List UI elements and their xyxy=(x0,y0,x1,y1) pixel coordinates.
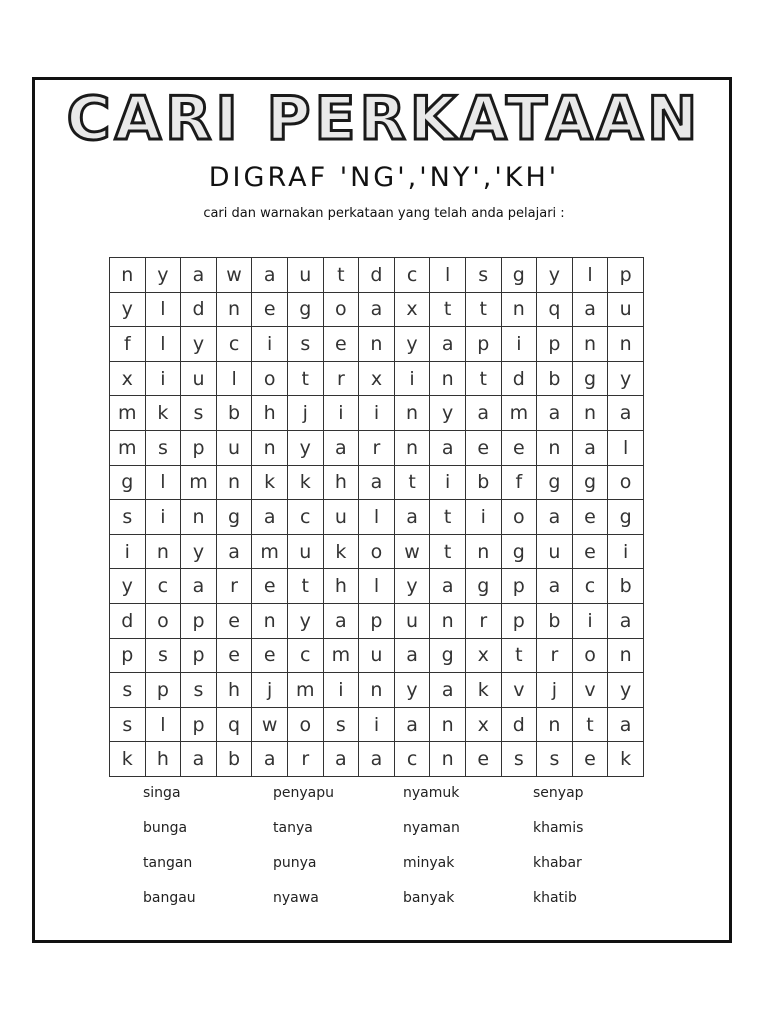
word-list-item: khabar xyxy=(533,855,582,871)
grid-cell[interactable]: y xyxy=(110,292,146,327)
grid-cell[interactable]: g xyxy=(501,258,537,293)
grid-cell[interactable]: e xyxy=(252,292,288,327)
grid-cell[interactable]: d xyxy=(359,258,395,293)
grid-cell[interactable]: s xyxy=(145,430,181,465)
grid-cell[interactable]: y xyxy=(110,569,146,604)
grid-cell[interactable]: e xyxy=(572,500,608,535)
grid-cell[interactable]: k xyxy=(110,742,146,777)
grid-cell[interactable]: s xyxy=(537,742,573,777)
word-list xyxy=(143,785,683,909)
grid-cell[interactable]: k xyxy=(287,465,323,500)
grid-cell[interactable]: d xyxy=(181,292,217,327)
grid-cell[interactable]: n xyxy=(252,430,288,465)
grid-cell[interactable]: a xyxy=(323,430,359,465)
grid-cell[interactable]: s xyxy=(110,500,146,535)
grid-cell[interactable]: i xyxy=(323,673,359,708)
grid-cell[interactable]: h xyxy=(252,396,288,431)
grid-cell[interactable]: u xyxy=(287,258,323,293)
grid-cell[interactable]: n xyxy=(110,258,146,293)
grid-cell[interactable]: i xyxy=(465,500,501,535)
grid-cell[interactable]: n xyxy=(465,534,501,569)
grid-cell[interactable]: t xyxy=(501,638,537,673)
grid-cell[interactable]: b xyxy=(608,569,644,604)
grid-cell[interactable]: e xyxy=(572,534,608,569)
grid-cell[interactable]: g xyxy=(572,361,608,396)
grid-cell[interactable]: h xyxy=(216,673,252,708)
grid-cell[interactable]: n xyxy=(394,430,430,465)
grid-cell[interactable]: a xyxy=(252,258,288,293)
grid-cell[interactable]: b xyxy=(537,603,573,638)
grid-row xyxy=(110,534,644,569)
grid-cell[interactable]: p xyxy=(359,603,395,638)
grid-cell[interactable]: a xyxy=(572,430,608,465)
grid-cell[interactable]: n xyxy=(430,603,466,638)
grid-cell[interactable]: a xyxy=(572,292,608,327)
grid-cell[interactable]: g xyxy=(608,500,644,535)
grid-row xyxy=(110,327,644,362)
grid-cell[interactable]: f xyxy=(110,327,146,362)
word-list-item: penyapu xyxy=(273,785,334,801)
grid-cell[interactable]: y xyxy=(181,534,217,569)
grid-cell[interactable]: n xyxy=(572,327,608,362)
grid-cell[interactable]: m xyxy=(287,673,323,708)
grid-cell[interactable]: t xyxy=(572,707,608,742)
word-list-item: punya xyxy=(273,855,317,871)
grid-cell[interactable]: e xyxy=(323,327,359,362)
grid-cell[interactable]: y xyxy=(394,569,430,604)
grid-cell[interactable]: l xyxy=(145,292,181,327)
grid-cell[interactable]: c xyxy=(287,500,323,535)
grid-cell[interactable]: g xyxy=(110,465,146,500)
grid-cell[interactable]: o xyxy=(501,500,537,535)
grid-cell[interactable]: u xyxy=(323,500,359,535)
grid-cell[interactable]: d xyxy=(501,707,537,742)
word-list-item: nyawa xyxy=(273,890,319,906)
grid-cell[interactable]: p xyxy=(501,569,537,604)
grid-cell[interactable]: a xyxy=(394,707,430,742)
grid-cell[interactable]: a xyxy=(323,603,359,638)
grid-cell[interactable]: o xyxy=(145,603,181,638)
grid-cell[interactable]: i xyxy=(572,603,608,638)
grid-cell[interactable]: n xyxy=(430,707,466,742)
grid-cell[interactable]: t xyxy=(465,292,501,327)
grid-cell[interactable]: p xyxy=(110,638,146,673)
grid-cell[interactable]: a xyxy=(430,569,466,604)
grid-cell[interactable]: t xyxy=(323,258,359,293)
grid-cell[interactable]: u xyxy=(394,603,430,638)
grid-cell[interactable]: n xyxy=(216,465,252,500)
grid-cell[interactable]: t xyxy=(394,465,430,500)
grid-cell[interactable]: h xyxy=(323,569,359,604)
grid-cell[interactable]: a xyxy=(359,292,395,327)
grid-cell[interactable]: d xyxy=(110,603,146,638)
grid-row xyxy=(110,500,644,535)
grid-cell[interactable]: e xyxy=(572,742,608,777)
grid-cell[interactable]: s xyxy=(145,638,181,673)
grid-cell[interactable]: n xyxy=(537,430,573,465)
grid-cell[interactable]: c xyxy=(145,569,181,604)
grid-cell[interactable]: s xyxy=(181,396,217,431)
grid-cell[interactable]: a xyxy=(181,742,217,777)
grid-cell[interactable]: s xyxy=(501,742,537,777)
grid-cell[interactable]: k xyxy=(608,742,644,777)
grid-cell[interactable]: p xyxy=(181,707,217,742)
word-search-grid xyxy=(109,257,644,777)
grid-cell[interactable]: n xyxy=(501,292,537,327)
grid-cell[interactable]: i xyxy=(145,361,181,396)
grid-cell[interactable]: g xyxy=(287,292,323,327)
grid-cell[interactable]: a xyxy=(537,396,573,431)
grid-cell[interactable]: n xyxy=(537,707,573,742)
grid-cell[interactable]: p xyxy=(501,603,537,638)
grid-cell[interactable]: n xyxy=(430,742,466,777)
grid-cell[interactable]: q xyxy=(216,707,252,742)
grid-cell[interactable]: a xyxy=(465,396,501,431)
grid-cell[interactable]: n xyxy=(216,292,252,327)
grid-cell[interactable]: y xyxy=(537,258,573,293)
grid-cell[interactable]: u xyxy=(537,534,573,569)
grid-cell[interactable]: t xyxy=(430,534,466,569)
grid-cell[interactable]: a xyxy=(252,500,288,535)
grid-cell[interactable]: j xyxy=(252,673,288,708)
grid-cell[interactable]: a xyxy=(359,465,395,500)
grid-cell[interactable]: n xyxy=(145,534,181,569)
grid-cell[interactable]: x xyxy=(465,638,501,673)
grid-cell[interactable]: n xyxy=(608,327,644,362)
grid-cell[interactable]: l xyxy=(145,327,181,362)
grid-cell[interactable]: l xyxy=(145,465,181,500)
grid-row xyxy=(110,638,644,673)
grid-cell[interactable]: h xyxy=(145,742,181,777)
grid-cell[interactable]: o xyxy=(572,638,608,673)
grid-cell[interactable]: a xyxy=(181,258,217,293)
grid-cell[interactable]: g xyxy=(430,638,466,673)
grid-cell[interactable]: t xyxy=(465,361,501,396)
grid-cell[interactable]: k xyxy=(252,465,288,500)
grid-row xyxy=(110,742,644,777)
grid-cell[interactable]: a xyxy=(608,707,644,742)
grid-cell[interactable]: u xyxy=(216,430,252,465)
grid-cell[interactable]: a xyxy=(430,673,466,708)
grid-cell[interactable]: l xyxy=(216,361,252,396)
grid-cell[interactable]: k xyxy=(145,396,181,431)
grid-cell[interactable]: u xyxy=(608,292,644,327)
grid-cell[interactable]: i xyxy=(394,361,430,396)
grid-cell[interactable]: c xyxy=(394,742,430,777)
grid-cell[interactable]: y xyxy=(287,430,323,465)
grid-cell[interactable]: t xyxy=(287,569,323,604)
grid-cell[interactable]: n xyxy=(608,638,644,673)
grid-cell[interactable]: x xyxy=(465,707,501,742)
word-list-item: minyak xyxy=(403,855,455,871)
grid-cell[interactable]: t xyxy=(430,292,466,327)
grid-cell[interactable]: e xyxy=(252,569,288,604)
grid-cell[interactable]: n xyxy=(572,396,608,431)
grid-cell[interactable]: p xyxy=(181,638,217,673)
grid-cell[interactable]: e xyxy=(465,430,501,465)
grid-row xyxy=(110,465,644,500)
grid-cell[interactable]: y xyxy=(145,258,181,293)
grid-cell[interactable]: y xyxy=(430,396,466,431)
grid-cell[interactable]: i xyxy=(110,534,146,569)
grid-cell[interactable]: n xyxy=(359,327,395,362)
grid-cell[interactable]: n xyxy=(359,673,395,708)
grid-cell[interactable]: e xyxy=(216,603,252,638)
grid-cell[interactable]: j xyxy=(537,673,573,708)
grid-cell[interactable]: r xyxy=(287,742,323,777)
grid-cell[interactable]: u xyxy=(181,361,217,396)
grid-cell[interactable]: y xyxy=(608,673,644,708)
word-list-item: bunga xyxy=(143,820,188,836)
grid-cell[interactable]: r xyxy=(216,569,252,604)
grid-cell[interactable]: m xyxy=(252,534,288,569)
grid-cell[interactable]: y xyxy=(181,327,217,362)
grid-cell[interactable]: n xyxy=(394,396,430,431)
grid-cell[interactable]: l xyxy=(359,500,395,535)
grid-cell[interactable]: c xyxy=(216,327,252,362)
grid-cell[interactable]: f xyxy=(501,465,537,500)
grid-cell[interactable]: m xyxy=(501,396,537,431)
grid-cell[interactable]: e xyxy=(252,638,288,673)
grid-cell[interactable]: y xyxy=(287,603,323,638)
grid-cell[interactable]: o xyxy=(608,465,644,500)
word-list-item: tangan xyxy=(143,855,193,871)
grid-cell[interactable]: h xyxy=(323,465,359,500)
grid-cell[interactable]: s xyxy=(287,327,323,362)
grid-row xyxy=(110,707,644,742)
grid-cell[interactable]: p xyxy=(181,430,217,465)
grid-row xyxy=(110,292,644,327)
grid-row xyxy=(110,673,644,708)
grid-cell[interactable]: o xyxy=(323,292,359,327)
grid-row xyxy=(110,603,644,638)
grid-cell[interactable]: n xyxy=(252,603,288,638)
grid-cell[interactable]: a xyxy=(323,742,359,777)
grid-row xyxy=(110,396,644,431)
grid-cell[interactable]: y xyxy=(394,673,430,708)
grid-cell[interactable]: v xyxy=(501,673,537,708)
grid-cell[interactable]: e xyxy=(465,742,501,777)
grid-cell[interactable]: a xyxy=(430,327,466,362)
grid-cell[interactable]: m xyxy=(110,430,146,465)
grid-cell[interactable]: i xyxy=(145,500,181,535)
word-list-item: khatib xyxy=(533,890,577,906)
grid-cell[interactable]: i xyxy=(501,327,537,362)
grid-cell[interactable]: s xyxy=(323,707,359,742)
grid-cell[interactable]: p xyxy=(181,603,217,638)
grid-cell[interactable]: i xyxy=(359,396,395,431)
grid-cell[interactable]: o xyxy=(359,534,395,569)
grid-cell[interactable]: j xyxy=(287,396,323,431)
word-list-item: banyak xyxy=(403,890,455,906)
grid-cell[interactable]: g xyxy=(216,500,252,535)
grid-cell[interactable]: b xyxy=(465,465,501,500)
grid-cell[interactable]: k xyxy=(323,534,359,569)
grid-cell[interactable]: o xyxy=(252,361,288,396)
grid-cell[interactable]: a xyxy=(216,534,252,569)
grid-row xyxy=(110,361,644,396)
grid-cell[interactable]: p xyxy=(465,327,501,362)
grid-cell[interactable]: a xyxy=(537,500,573,535)
grid-cell[interactable]: p xyxy=(608,258,644,293)
grid-cell[interactable]: p xyxy=(145,673,181,708)
grid-cell[interactable]: i xyxy=(359,707,395,742)
grid-cell[interactable]: q xyxy=(537,292,573,327)
grid-cell[interactable]: c xyxy=(287,638,323,673)
grid-cell[interactable]: p xyxy=(537,327,573,362)
grid-cell[interactable]: a xyxy=(608,396,644,431)
grid-row xyxy=(110,258,644,293)
grid-cell[interactable]: n xyxy=(181,500,217,535)
grid-cell[interactable]: k xyxy=(465,673,501,708)
grid-cell[interactable]: a xyxy=(537,569,573,604)
grid-cell[interactable]: s xyxy=(110,673,146,708)
grid-cell[interactable]: y xyxy=(394,327,430,362)
instruction-text: cari dan warnakan perkataan yang telah anda pelajari : xyxy=(203,206,565,221)
grid-cell[interactable]: i xyxy=(608,534,644,569)
grid-cell[interactable]: l xyxy=(145,707,181,742)
grid-cell[interactable]: c xyxy=(572,569,608,604)
grid-cell[interactable]: t xyxy=(430,500,466,535)
page-title: CARI PERKATAAN xyxy=(66,84,702,154)
grid-cell[interactable]: r xyxy=(323,361,359,396)
grid-cell[interactable]: o xyxy=(287,707,323,742)
grid-cell[interactable]: m xyxy=(110,396,146,431)
grid-cell[interactable]: i xyxy=(430,465,466,500)
grid-cell[interactable]: x xyxy=(110,361,146,396)
grid-cell[interactable]: g xyxy=(572,465,608,500)
grid-cell[interactable]: r xyxy=(537,638,573,673)
grid-cell[interactable]: i xyxy=(252,327,288,362)
grid-cell[interactable]: l xyxy=(359,569,395,604)
grid-cell[interactable]: s xyxy=(110,707,146,742)
grid-cell[interactable]: i xyxy=(323,396,359,431)
grid-cell[interactable]: b xyxy=(216,742,252,777)
grid-cell[interactable]: x xyxy=(394,292,430,327)
grid-cell[interactable]: m xyxy=(181,465,217,500)
word-list-item: nyaman xyxy=(403,820,460,836)
word-list-item: nyamuk xyxy=(403,785,460,801)
grid-cell[interactable]: a xyxy=(252,742,288,777)
grid-cell[interactable]: x xyxy=(359,361,395,396)
word-list-item: singa xyxy=(143,785,181,801)
grid-cell[interactable]: a xyxy=(359,742,395,777)
grid-cell[interactable]: m xyxy=(323,638,359,673)
grid-cell[interactable]: a xyxy=(430,430,466,465)
grid-cell[interactable]: l xyxy=(608,430,644,465)
grid-cell[interactable]: s xyxy=(465,258,501,293)
grid-cell[interactable]: e xyxy=(501,430,537,465)
grid-cell[interactable]: g xyxy=(465,569,501,604)
grid-cell[interactable]: l xyxy=(572,258,608,293)
grid-cell[interactable]: n xyxy=(430,361,466,396)
grid-cell[interactable]: l xyxy=(430,258,466,293)
grid-cell[interactable]: w xyxy=(394,534,430,569)
grid-cell[interactable]: v xyxy=(572,673,608,708)
grid-cell[interactable]: a xyxy=(608,603,644,638)
word-list-item: tanya xyxy=(273,820,313,836)
grid-cell[interactable]: w xyxy=(216,258,252,293)
grid-cell[interactable]: w xyxy=(252,707,288,742)
grid-cell[interactable]: t xyxy=(287,361,323,396)
word-list-item: senyap xyxy=(533,785,584,801)
word-list-item: khamis xyxy=(533,820,584,836)
grid-cell[interactable]: g xyxy=(501,534,537,569)
grid-cell[interactable]: u xyxy=(287,534,323,569)
grid-cell[interactable]: a xyxy=(394,500,430,535)
page-subtitle: DIGRAF 'NG','NY','KH' xyxy=(208,162,560,193)
grid-cell[interactable]: s xyxy=(181,673,217,708)
grid-cell[interactable]: d xyxy=(501,361,537,396)
grid-cell[interactable]: r xyxy=(465,603,501,638)
grid-cell[interactable]: y xyxy=(608,361,644,396)
grid-cell[interactable]: e xyxy=(216,638,252,673)
grid-cell[interactable]: a xyxy=(181,569,217,604)
grid-row xyxy=(110,569,644,604)
grid-cell[interactable]: u xyxy=(359,638,395,673)
word-list-item: bangau xyxy=(143,890,196,906)
grid-cell[interactable]: g xyxy=(537,465,573,500)
grid-cell[interactable]: b xyxy=(216,396,252,431)
grid-cell[interactable]: r xyxy=(359,430,395,465)
grid-row xyxy=(110,430,644,465)
grid-cell[interactable]: a xyxy=(394,638,430,673)
grid-cell[interactable]: c xyxy=(394,258,430,293)
grid-cell[interactable]: b xyxy=(537,361,573,396)
